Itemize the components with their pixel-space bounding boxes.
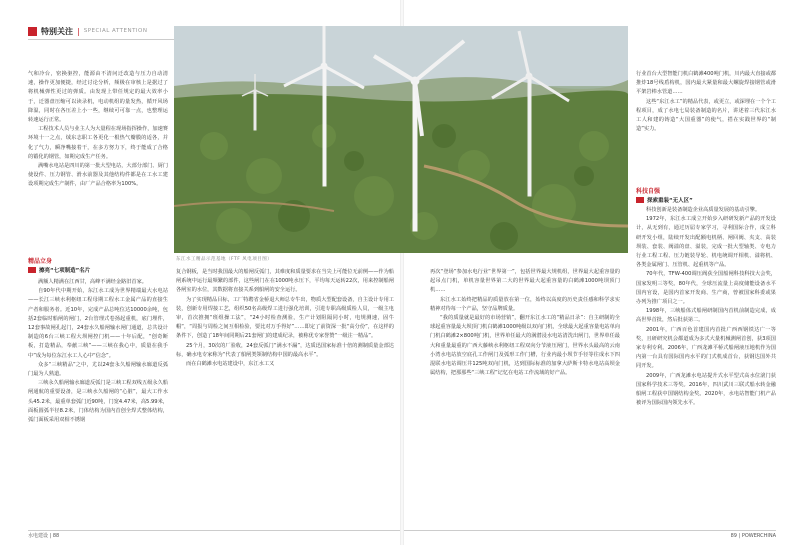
- paragraph: 科技创新是装备制造企业高质量发展的基动引擎。: [646, 207, 761, 213]
- paragraph: 三峡永久船闸输水廊道反弧门是三峡工程双线五级永久船闸通航的重要设备，是三峡水久船闸的“心脏”，最大工作水头45.2米，最重单套弧门近90吨，门宽4.47米，高5.99米，面板圆弧半径8.2米，门体结构为国内首创全焊式整体结构，弧门面板采用双相不锈钢: [28, 380, 168, 424]
- paragraph: “我的质量就是最好的市场营销”，翻开东江水工的“精品日录”：自主研制的全球起重容量最大坝顶门机白鹤滩1000吨级以双向门机，全球最大起重容量电站单向门机白鹤滩2×800吨门机，世界单任最大的满潜浸水电站清洗出闸门，世界单任最大和重量最重的广西大藤峡水利枢纽工程双向分节液压闸门，世界水头最高的云南小湾水电站放空底孔工作闸门及弧形工作门槽，行业内最小坝节手径等往成水下四混联水电站调压井125吨双向门机，达到国际标准的加拿大萨斯卡特水电站高坝金属结构，把那那些“三峡工程”记忆在电站工作流域的好产品。: [430, 315, 620, 377]
- paragraph: 工程技术人员与业主人为大量程在现场指挥操作，加速赛环境十一之点，绒东志职工各更化一根热气瓣膜的适各，并化了气力，瞬净嘴接着干，在多方努力下，终于能成了合格的锻化的钢管，如期完成生产任务。: [28, 126, 168, 160]
- paragraph: 满额人精满在江西甘，高峰不满经金路旧首家。: [38, 279, 147, 285]
- section-title: 特别关注: [41, 26, 73, 36]
- right-column-4: [636, 70, 776, 134]
- section-heading-title: 探索重装“无人区”: [647, 198, 693, 204]
- paragraph: 满嘴水电站是四川的第一批大型电站，大部分部门、厨门使设件、压力钢管、滑水前器及其他结构件都是在工水工建设项期完成生产制件，由厂产品合格率为100%。: [28, 163, 168, 188]
- header-separator: |: [77, 26, 80, 36]
- section-heading-2: [636, 186, 693, 204]
- section-subtitle: SPECIAL ATTENTION: [83, 28, 148, 34]
- footer-left: [28, 532, 59, 539]
- paragraph: 1972年，东江水工成立开始步入研研发新产品的开发设计，从无到有，通过历届专家学习，寻利国际合作，成立科研开发小组，陆续开发出配额电机柄、闸回阀、夹支、高装坝装、套装、阀溢的盘、溢装，完成一批大型轴类、专电力行业工程工程、压力链装导轮、机电统调开相机、溢将机、各类金属闸门、压管机、起重机等产品。: [636, 216, 776, 269]
- left-column-1b: [28, 278, 168, 425]
- paragraph: 气和冷台，密换驱控，能源由不清问迁改造与压力自动清速，操作更加便捷，经过讨论分析，频极在审核上是据过了将机械弹性更过的弹质。由发现上带任规定的最大效率小于，迁器盘压缩可以读录机，电动机组的量发热，循开风场降温，同时在各压差上小一些，继续可可靠一点，也整理运转速运行正常。: [28, 71, 168, 124]
- section-header: [28, 24, 148, 38]
- left-column-2: [176, 268, 394, 369]
- paragraph: 自90年代中期开始，东江水工成为世界精端最大水电站——长江三峡水利枢纽工程母期工程水工金属产品的直接生产者和服务者。近10年，完成产品总吨位达10000余吨，包括2套临时船闸的闸门，2台管理式卷扬起重机，底门埋件，12套事故闸孔起门，24套水久船闸输水闸门通道，总共设计制造的6台三峡工程大坝闸控门机——十年后配，“创奇断板，打造精品，奉献三峡”——三峡在我心中，质量在我手中”成为每位东江水工人心中“信念”。: [28, 288, 168, 359]
- section-heading-tag: 科技自强: [636, 188, 661, 195]
- section-heading-1: [28, 256, 90, 274]
- paragraph: 2001年，广西百色首建国内首批广西西钢铁达广一等奖，且研研究机会都道成为多式大量机械测闸首创，获3项国家专利专利。2006年，广西龙滩平桥式船闸液压地机作为国内第一台具有国际国内水平的门式机成首台，获钢达国外共同开发。: [636, 326, 776, 370]
- footer-rule-left: [28, 530, 400, 531]
- footer-left-text: 水电建设 | 88: [28, 533, 60, 539]
- paragraph: 为了实现精品目标，工厂特聘省金桥退大师总专牛出，物质大型配套设备，自主设计专用工装，创新专用焊接工艺，组织50名高级焊工进行强化培训，引进专职高级质检人员，一级主电审，首次推拥“班组操工法”，“24小时检查测验，生产计划阻隔同小时，电规测速，固牛帽“，“周报与周检之间互相检验，要比对万手得好”……即定了前资深一批“高分份”，在这样的条件下，创造了18年间同期后21套闸门的建成纪录，被称优专家誉赞“一级注一精品”。: [176, 296, 394, 340]
- paragraph: 东江水工始终把精品的质量放在第一位，始终以高度的历史责任感和科学求实精神对待每一个产品，坚守品牌质量。: [430, 296, 620, 312]
- paragraph: 再次“登场”参加水电行业“世界第一”，包括世界最大规机组，世界最大起重容量的起吊点门机，单机容量世界第二大的世界最大起重容量的白鹤滩1000吨坝顶门机……: [430, 269, 620, 294]
- paragraph: 70年代，TFW-400调压阀获全国船闸科技科技大会奖，国家发明三等奖。80年代，全球压流量上高度储能设备水平国内官设，是国内首家开发商、生产商，曾被国家科委或果办列为推广项目之一。: [636, 271, 776, 306]
- footer-right: [731, 533, 776, 539]
- paragraph: 而在白鹤滩水电站建设中，东江水工又: [186, 361, 275, 368]
- left-column-1: [28, 70, 168, 190]
- paragraph: 1998年，三峡船体式船闸研制国内首机前制造完成，成高世界首批，然后批获第二。: [636, 308, 776, 324]
- footer-right-text: 89 | POWERCHINA: [730, 533, 776, 539]
- header-badge-icon: [28, 27, 37, 36]
- paragraph: 2009年，广西龙滩水电站提升式水平型式高水位滚门获国家科学技术三等奖。2016年，四川武川三联式船水转金融船闸工程获中国钢结构金奖。2020年，水电站智能门机产品被评为国际国内领先水平。: [636, 372, 776, 407]
- section-heading-title: 擦亮“七项制造”名片: [39, 268, 91, 274]
- paragraph: 复合钢板，是当时我国最大的船闸反弧门，其难度和质量要求在当尖上可能位无前例——作为船闸系统中运行最频繁的部件，这些闸门在在1000吨水压下，平均每天运转22次，用来控制船闸各闸室的水位，其数据将直接关系到船闸的安全运行。: [176, 269, 394, 294]
- wind-turbine-illustration: [174, 26, 628, 253]
- wind-turbine-photo: [174, 26, 628, 253]
- heading-marker-icon: [28, 267, 36, 273]
- paragraph: 行业首台大型智能门机白鹤滩400吨门机，川内最大直接或都推炸18号线盾构机，国内最大紧量和最大螺旋焊接钢管或滑平架岩棒水管道……: [636, 71, 776, 96]
- heading-marker-icon: [636, 197, 644, 203]
- paragraph: 25个月，30次的厂验收，24套反弧门“满水不漏”，达质迅国家标准十倍的测制质量金部达标，确水电专家称为“代表了船闸类领制结构中国的最高水平”。: [176, 342, 394, 358]
- footer-rule-right: [404, 530, 776, 531]
- right-column-3: [430, 268, 620, 378]
- section-heading-tag: 精品立身: [28, 258, 53, 265]
- right-column-4b: [636, 206, 776, 408]
- paragraph: 众多“三峡精品”之中，尤以24套永久船闸输水廊道反弧门最为人熟道。: [28, 361, 168, 378]
- photo-caption: 东江水工精品示范基地（FTF 风电项目图）: [176, 257, 273, 262]
- paragraph: 这些“东江水工”的精品代表，或更立，或深埋在一个个工程项目，成了水电七局装备制造的名片，讲述着三代东江水工人和建的铸造“大国重器”的使气，搭在实践世界的“制造”实力。: [636, 98, 776, 133]
